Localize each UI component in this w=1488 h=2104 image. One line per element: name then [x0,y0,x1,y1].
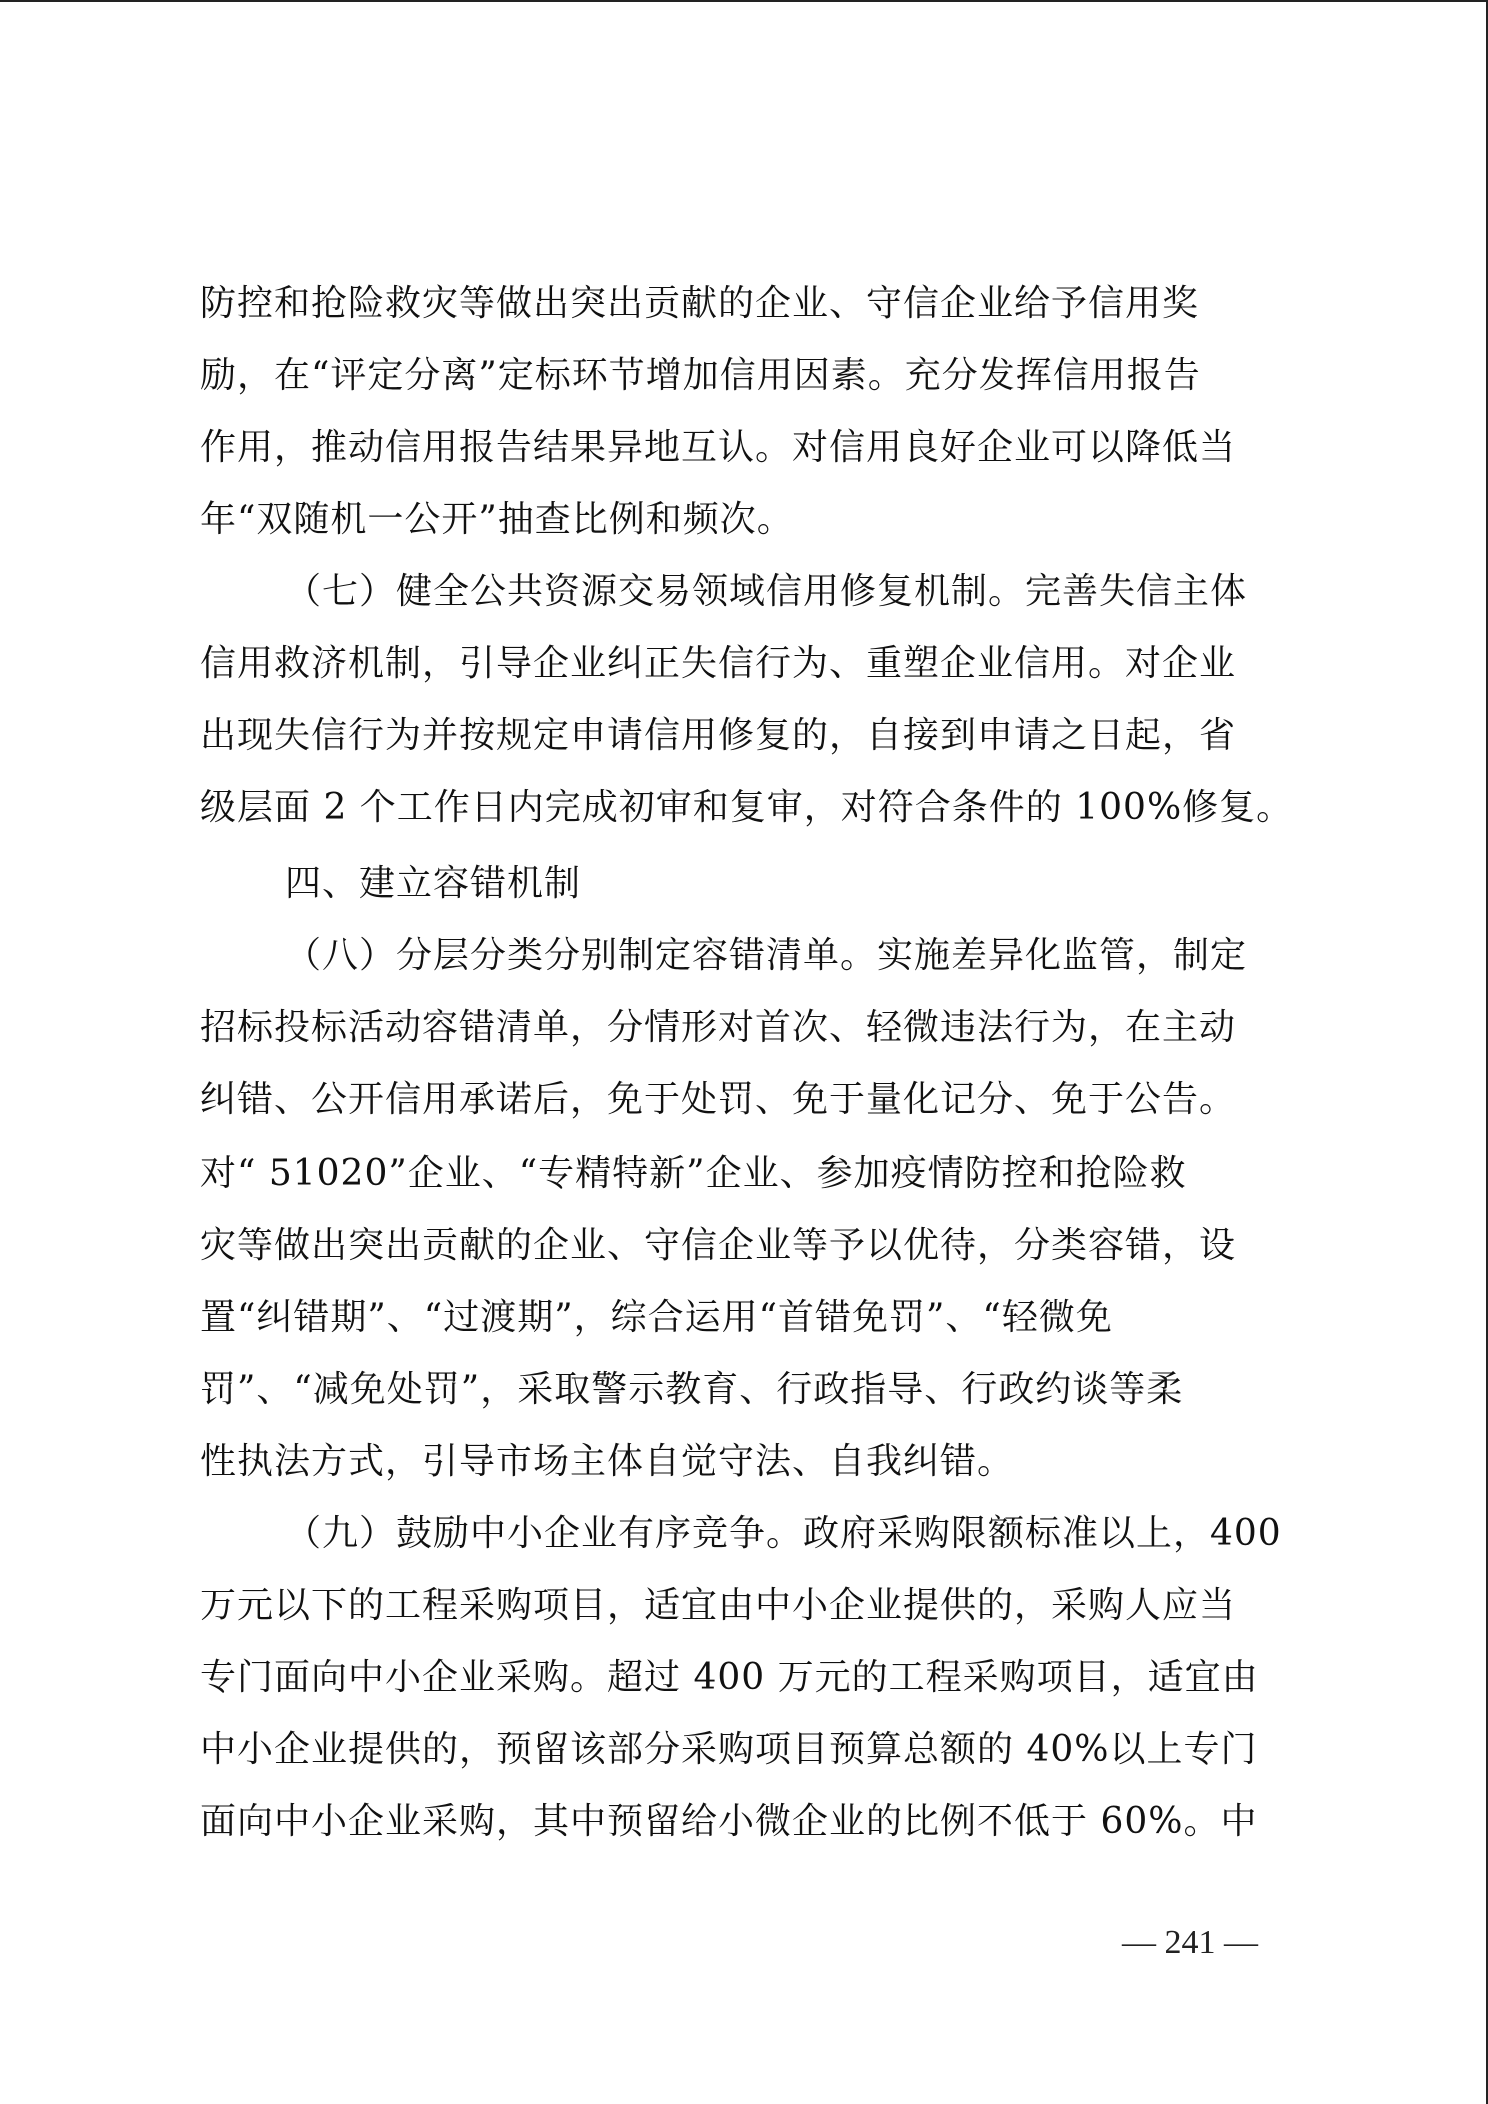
body-text-line-3: 作用，推动信用报告结果异地互认。对信用良好企业可以降低当 [200,427,1237,468]
body-text-line-1: 防控和抢险救灾等做出突出贡献的企业、守信企业给予信用奖 [200,283,1200,324]
body-text-line-19: 万元以下的工程采购项目，适宜由中小企业提供的，采购人应当 [200,1585,1237,1626]
body-text-line-7: 出现失信行为并按规定申请信用修复的，自接到申请之日起，省 [200,715,1237,756]
body-text-line-16: 罚”、“减免处罚”，采取警示教育、行政指导、行政约谈等柔 [200,1369,1184,1410]
body-text-line-15: 置“纠错期”、“过渡期”，综合运用“首错免罚”、“轻微免 [200,1297,1113,1338]
body-text-line-12: 纠错、公开信用承诺后，免于处罚、免于量化记分、免于公告。 [200,1079,1237,1120]
section-nine-first-line: （九）鼓励中小企业有序竞争。政府采购限额标准以上，400 [285,1513,1282,1554]
body-text-line-11: 招标投标活动容错清单，分情形对首次、轻微违法行为，在主动 [200,1007,1237,1048]
section-eight-first-line: （八）分层分类分别制定容错清单。实施差异化监管，制定 [285,935,1248,976]
body-text-line-8: 级层面 2 个工作日内完成初审和复审，对符合条件的 100%修复。 [200,787,1294,828]
page-number: — 241 — [1122,1924,1258,1961]
body-text-line-21: 中小企业提供的，预留该部分采购项目预算总额的 40%以上专门 [200,1729,1258,1770]
body-text-line-6: 信用救济机制，引导企业纠正失信行为、重塑企业信用。对企业 [200,643,1237,684]
body-text-line-17: 性执法方式，引导市场主体自觉守法、自我纠错。 [200,1441,1015,1482]
body-text-line-13: 对“ 51020”企业、“专精特新”企业、参加疫情防控和抢险救 [200,1153,1187,1194]
section-seven-first-line: （七）健全公共资源交易领域信用修复机制。完善失信主体 [285,571,1248,612]
body-text-line-4: 年“双随机一公开”抽查比例和频次。 [200,499,794,540]
body-text-line-20: 专门面向中小企业采购。超过 400 万元的工程采购项目，适宜由 [200,1657,1259,1698]
body-text-line-2: 励，在“评定分离”定标环节增加信用因素。充分发挥信用报告 [200,355,1201,396]
section-heading-four: 四、建立容错机制 [285,863,582,904]
body-text-line-14: 灾等做出突出贡献的企业、守信企业等予以优待，分类容错，设 [200,1225,1237,1266]
body-text-line-22: 面向中小企业采购，其中预留给小微企业的比例不低于 60%。中 [200,1801,1258,1842]
